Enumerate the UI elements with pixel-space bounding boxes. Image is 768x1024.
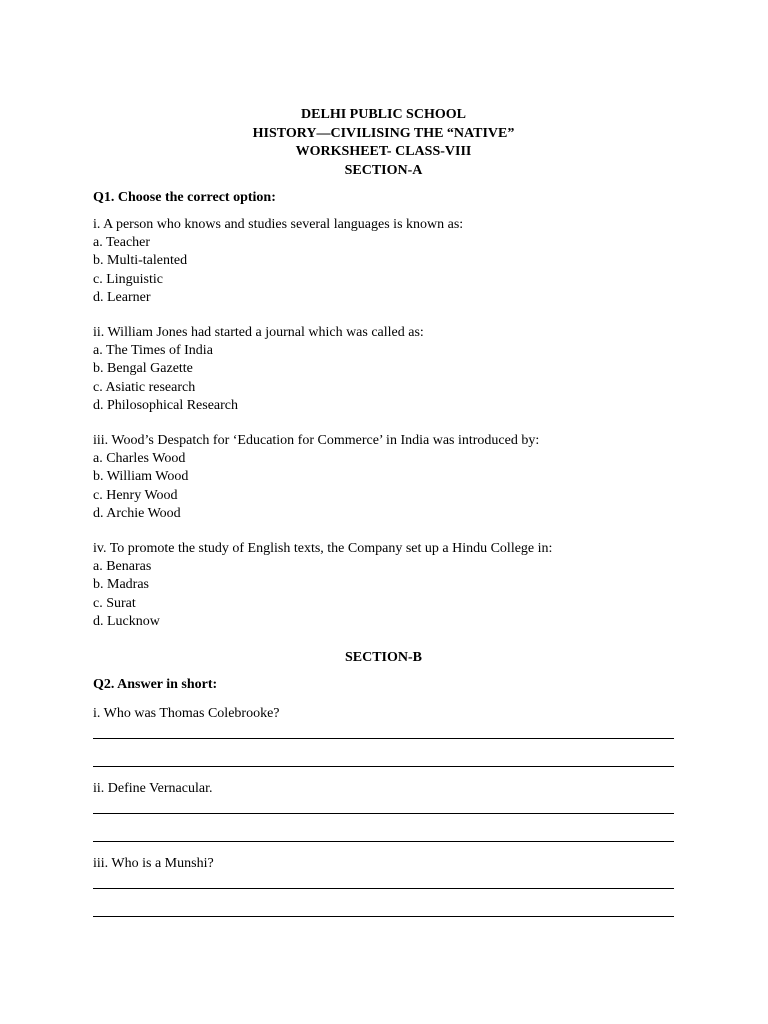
spacer <box>93 415 674 432</box>
mcq-option: d. Archie Wood <box>93 505 181 521</box>
mcq-question-4 <box>93 540 674 631</box>
mcq-option: c. Surat <box>93 595 136 611</box>
section-b-title: SECTION-B <box>344 650 423 666</box>
answer-line <box>93 916 674 917</box>
section-a-title: SECTION-A <box>344 162 423 178</box>
mcq-option: d. Lucknow <box>93 613 160 629</box>
mcq-question-3 <box>93 432 674 523</box>
mcq-option: a. Charles Wood <box>93 451 186 467</box>
mcq-option: b. Multi-talented <box>93 253 188 269</box>
mcq-option: c. Linguistic <box>93 271 163 287</box>
answer-line <box>93 738 674 739</box>
mcq-option: d. Learner <box>93 289 151 305</box>
mcq-option: a. Teacher <box>93 235 151 251</box>
spacer <box>93 307 674 324</box>
answer-line <box>93 888 674 889</box>
mcq-option: c. Henry Wood <box>93 487 178 503</box>
worksheet-title: WORKSHEET- CLASS-VIII <box>295 144 472 159</box>
short-question-1: i. Who was Thomas Colebrooke? <box>93 706 280 722</box>
mcq-option: b. Madras <box>93 577 149 593</box>
short-question-2: ii. Define Vernacular. <box>93 781 213 797</box>
q1-heading: Q1. Choose the correct option: <box>93 190 276 205</box>
subject-title: HISTORY—CIVILISING THE “NATIVE” <box>252 125 515 141</box>
mcq-option: c. Asiatic research <box>93 379 196 395</box>
worksheet-header <box>93 106 674 180</box>
answer-line <box>93 841 674 842</box>
mcq-question-text: ii. William Jones had started a journal which was called as: <box>93 325 424 341</box>
mcq-question-1 <box>93 216 674 307</box>
mcq-option: d. Philosophical Research <box>93 397 239 413</box>
mcq-question-2 <box>93 324 674 415</box>
mcq-question-text: i. A person who knows and studies several languages is known as: <box>93 217 464 232</box>
spacer <box>93 523 674 540</box>
mcq-option: a. The Times of India <box>93 343 213 359</box>
answer-line <box>93 766 674 767</box>
mcq-question-text: iv. To promote the study of English texts, the Company set up a Hindu College in: <box>93 541 553 557</box>
q2-heading: Q2. Answer in short: <box>93 677 218 693</box>
mcq-option: a. Benaras <box>93 559 152 575</box>
mcq-option: b. William Wood <box>93 469 189 485</box>
short-question-3: iii. Who is a Munshi? <box>93 856 214 872</box>
mcq-option: b. Bengal Gazette <box>93 361 193 377</box>
mcq-question-text: iii. Wood’s Despatch for ‘Education for Commerce’ in India was introduced by: <box>93 433 540 449</box>
school-name: DELHI PUBLIC SCHOOL <box>301 107 466 122</box>
answer-line <box>93 813 674 814</box>
